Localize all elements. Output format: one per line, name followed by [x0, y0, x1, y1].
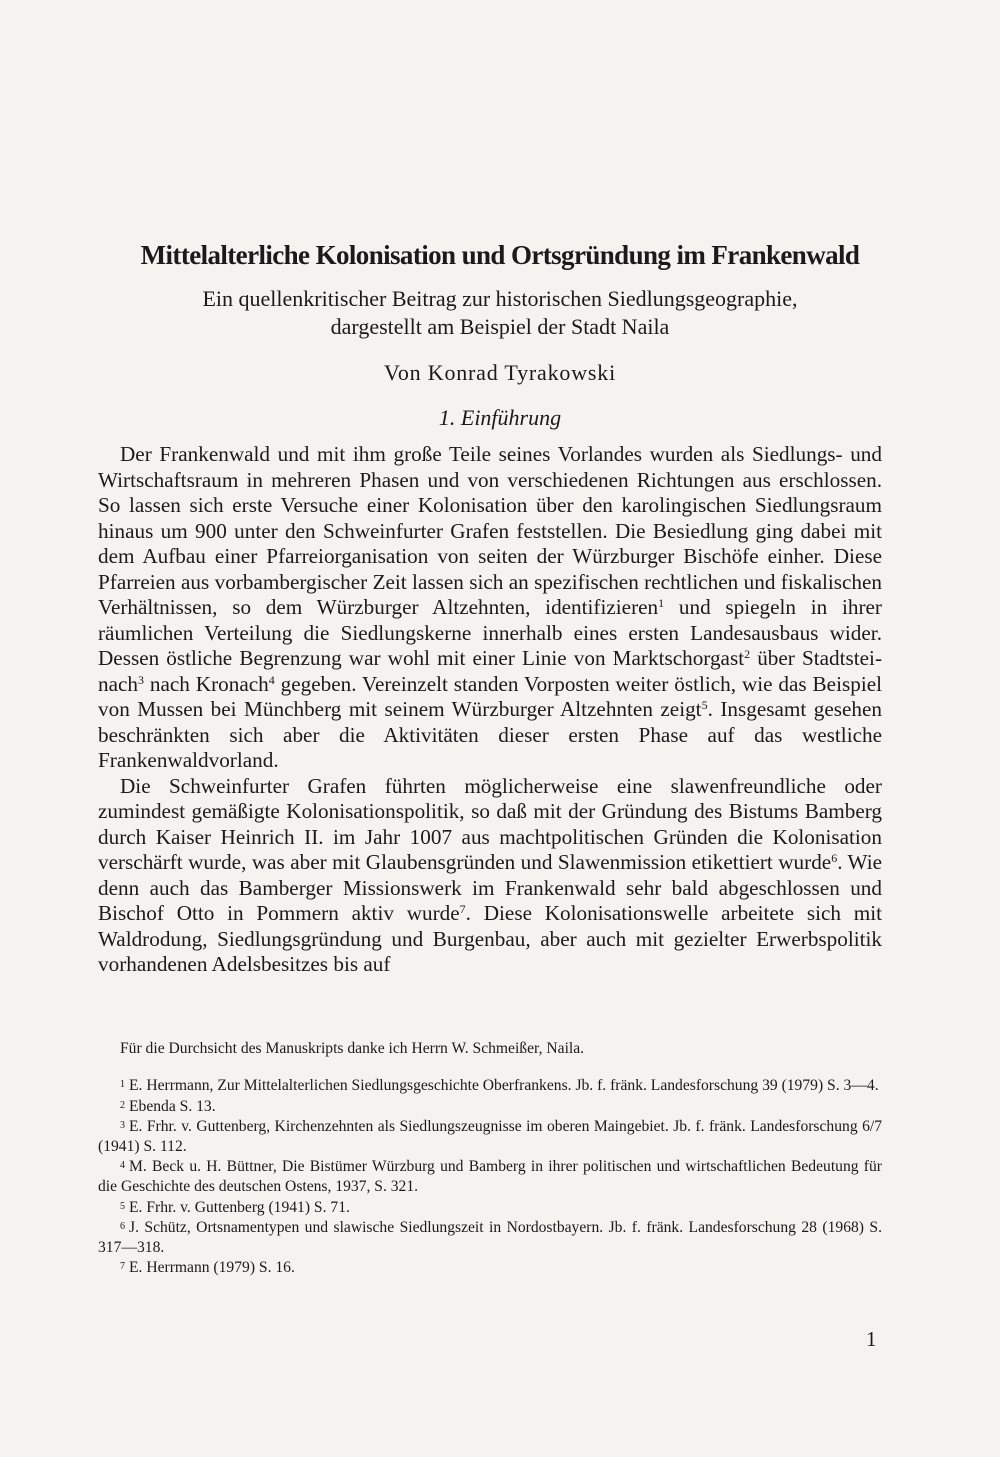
footnote-number: 4 — [120, 1160, 125, 1172]
footnote: 5 E. Frhr. v. Guttenberg (1941) S. 71. — [120, 1198, 350, 1216]
footnote: 3 E. Frhr. v. Guttenberg, Kirchenzehnten als Siedlungszeugnisse im oberen Maingebiet. Jb. f. fränk. Landesforschung 6/7 (1941) S. 112. — [98, 1118, 882, 1155]
acknowledgement: Für die Durchsicht des Manuskripts danke ich Herrn W. Schmeißer, Naila. — [120, 1040, 585, 1057]
footnote-ref: 5 — [701, 698, 708, 712]
footnote: 1 E. Herrmann, Zur Mittelalterlichen Siedlungsgeschichte Oberfrankens. Jb. f. fränk. Landesforschung 39 (1979) S. 3—4. — [120, 1077, 879, 1094]
body-text — [98, 442, 882, 978]
section-heading: 1. Einführung — [438, 405, 562, 430]
footnote-number: 1 — [120, 1079, 125, 1090]
footnotes — [98, 1075, 882, 1278]
footnote-ref: 4 — [268, 672, 275, 687]
subtitle-line: Ein quellenkritischer Beitrag zur historischen Siedlungsgeographie, — [202, 286, 798, 311]
footnote-number: 2 — [120, 1099, 125, 1111]
footnote-ref: 1 — [658, 596, 665, 610]
footnote: 4 M. Beck u. H. Büttner, Die Bistümer Würzburg und Bamberg in ihrer politischen und wirtschaftlichen Bedeutung für die Geschichte des deutschen Ostens, 1937, S. 321. — [98, 1158, 882, 1195]
paragraph: Der Frankenwald und mit ihm große Teile seines Vorlandes wurden als Siedlungs- und Wirtschaftsraum in mehreren Phasen und von verschiedenen Richtungen aus erschlossen. So lassen sich erste Versuche einer Kolonisation über den karolingischen Siedlungsraum hinaus um 900 unter den Schweinfurter Grafen feststellen. Die Besiedlung ging dabei mit dem Aufbau einer Pfarreiorganisation von seiten der Würzburger Bischöfe einher. Diese Pfarreien aus vorbambergischer Zeit lassen sich an spezifischen rechtlichen und fiskalischen Verhältnissen, so dem Würzburger Altzehnten, identifizieren$^1$ und spiegeln in ihrer räumlichen Verteilung die Siedlungskerne innerhalb eines ersten Landesausbaus wider. Dessen östliche Begrenzung war wohl mit einer Linie von Marktschorgast$^2$ über Stadtsteinach$^3$ nach Kronach$^4$ gegeben. Vereinzelt standen Vorposten weiter östlich, wie das Beispiel von Mussen bei Münchberg mit seinem Würzburger Altzehnten zeigt$^5$. Insgesamt gesehen beschränkten sich aber die Aktivitäten dieser ersten Phase auf das westliche Frankenwaldvorland. — [98, 442, 882, 772]
author-line: Von Konrad Tyrakowski — [384, 360, 616, 385]
subtitle — [0, 285, 1000, 341]
subtitle-line: dargestellt am Beispiel der Stadt Naila — [330, 314, 670, 339]
footnote-number: 6 — [120, 1221, 125, 1233]
footnote-ref: 7 — [459, 902, 466, 916]
page-title: Mittelalterliche Kolonisation und Ortsgründung im Frankenwald — [140, 240, 860, 271]
footnote-ref: 6 — [831, 851, 838, 865]
paragraph: Die Schweinfurter Grafen führten möglicherweise eine slawenfreundliche oder zumindest gemäßigte Kolonisationspolitik, so daß mit der Gründung des Bistums Bamberg durch Kaiser Heinrich II. im Jahr 1007 aus machtpolitischen Gründen die Kolonisation verschärft wurde, was aber mit Glaubensgründen und Slawenmission etikettiert wurde$^6$. Wie denn auch das Bamberger Missionswerk im Frankenwald sehr bald abgeschlossen und Bischof Otto in Pommern aktiv wurde$^7$. Diese Kolonisationswelle arbeitete sich mit Waldrodung, Siedlungsgründung und Burgenbau, aber auch mit gezielter Erwerbspolitik vorhandenen Adelsbesitzes bis auf — [98, 773, 882, 976]
footnote-number: 3 — [120, 1120, 125, 1132]
page-number: 1 — [866, 1327, 877, 1351]
footnote-number: 7 — [120, 1261, 125, 1273]
footnote-ref: 2 — [744, 647, 751, 661]
footnote-number: 5 — [120, 1200, 125, 1212]
footnote-ref: 3 — [138, 672, 144, 687]
footnote: 7 E. Herrmann (1979) S. 16. — [120, 1259, 295, 1277]
footnote: 2 Ebenda S. 13. — [120, 1097, 216, 1115]
footnote: 6 J. Schütz, Ortsnamentypen und slawische Siedlungszeit in Nordostbayern. Jb. f. fränk. Landesforschung 28 (1968) S. 317—318. — [98, 1219, 882, 1256]
